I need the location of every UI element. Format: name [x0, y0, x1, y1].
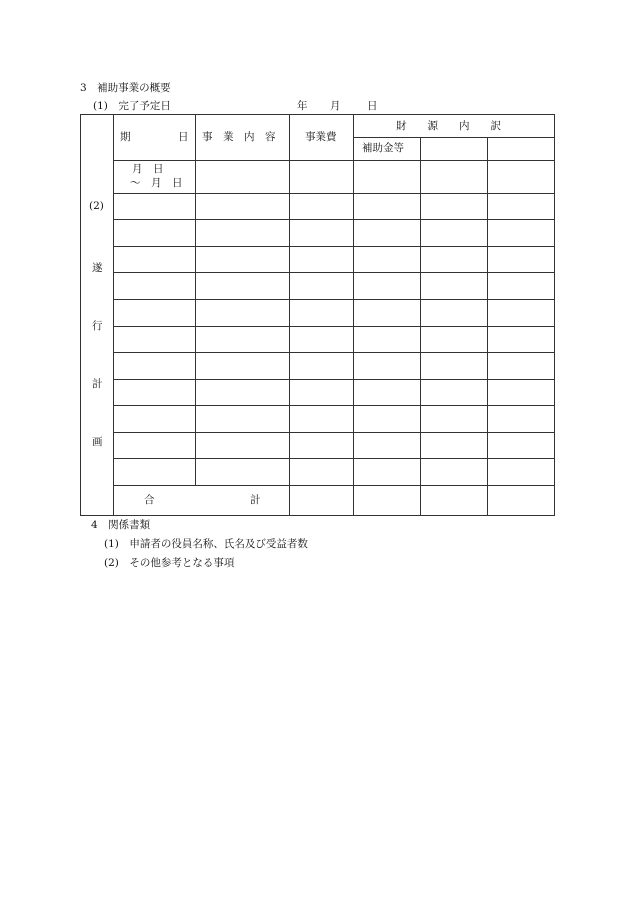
total-label-cell [114, 486, 290, 516]
table-row [81, 406, 555, 433]
section4-item2: (2) その他参考となる事項 [104, 557, 235, 569]
table-row [81, 160, 555, 193]
header-content [196, 115, 290, 161]
side-label-number: (2) [89, 200, 104, 212]
table-row [81, 379, 555, 406]
section4-item1: (1) 申請者の役員名称、氏名及び受益者数 [104, 538, 308, 550]
side-label-char-3: 計 [92, 378, 103, 390]
header-subsidy-label: 補助金等 [362, 142, 404, 155]
header-funding-label: 財 源 内 訳 [396, 120, 501, 132]
header-funding [354, 115, 555, 138]
table-row [81, 326, 555, 353]
header-period-second: 日 [178, 131, 189, 143]
header-period-first: 期 [120, 131, 131, 143]
date-day-label: 日 [367, 100, 378, 112]
header-cost [290, 115, 354, 161]
side-label-char-2: 行 [92, 320, 103, 332]
header-period [114, 115, 196, 161]
total-label-second: 計 [250, 494, 261, 507]
header-funding-blank-2 [488, 138, 555, 160]
period-cell [114, 160, 196, 193]
table-row [81, 273, 555, 300]
header-content-label: 事 業 内 容 [202, 131, 276, 143]
date-month-label: 月 [330, 100, 341, 112]
table-row [81, 220, 555, 247]
header-funding-blank-1 [421, 138, 488, 160]
execution-plan-table [80, 114, 555, 516]
table-row [81, 459, 555, 486]
header-subsidy [354, 138, 421, 160]
table-row [81, 246, 555, 273]
table-row [81, 193, 555, 220]
table-row [81, 353, 555, 380]
date-year-label: 年 [297, 100, 308, 112]
execution-plan-side-label [81, 115, 114, 516]
side-label-char-4: 画 [92, 436, 103, 448]
period-to: 〜 月 日 [130, 176, 183, 189]
table-row [81, 300, 555, 327]
table-row [81, 432, 555, 459]
header-cost-label: 事業費 [305, 131, 337, 143]
completion-date-label: (1) 完了予定日 [93, 100, 171, 112]
section3-heading: 3 補助事業の概要 [80, 82, 171, 94]
total-row [81, 486, 555, 516]
section4-heading: 4 関係書類 [91, 519, 151, 531]
total-label-first: 合 [144, 494, 155, 507]
period-from: 月 日 [132, 162, 164, 175]
side-label-char-1: 遂 [92, 262, 103, 274]
